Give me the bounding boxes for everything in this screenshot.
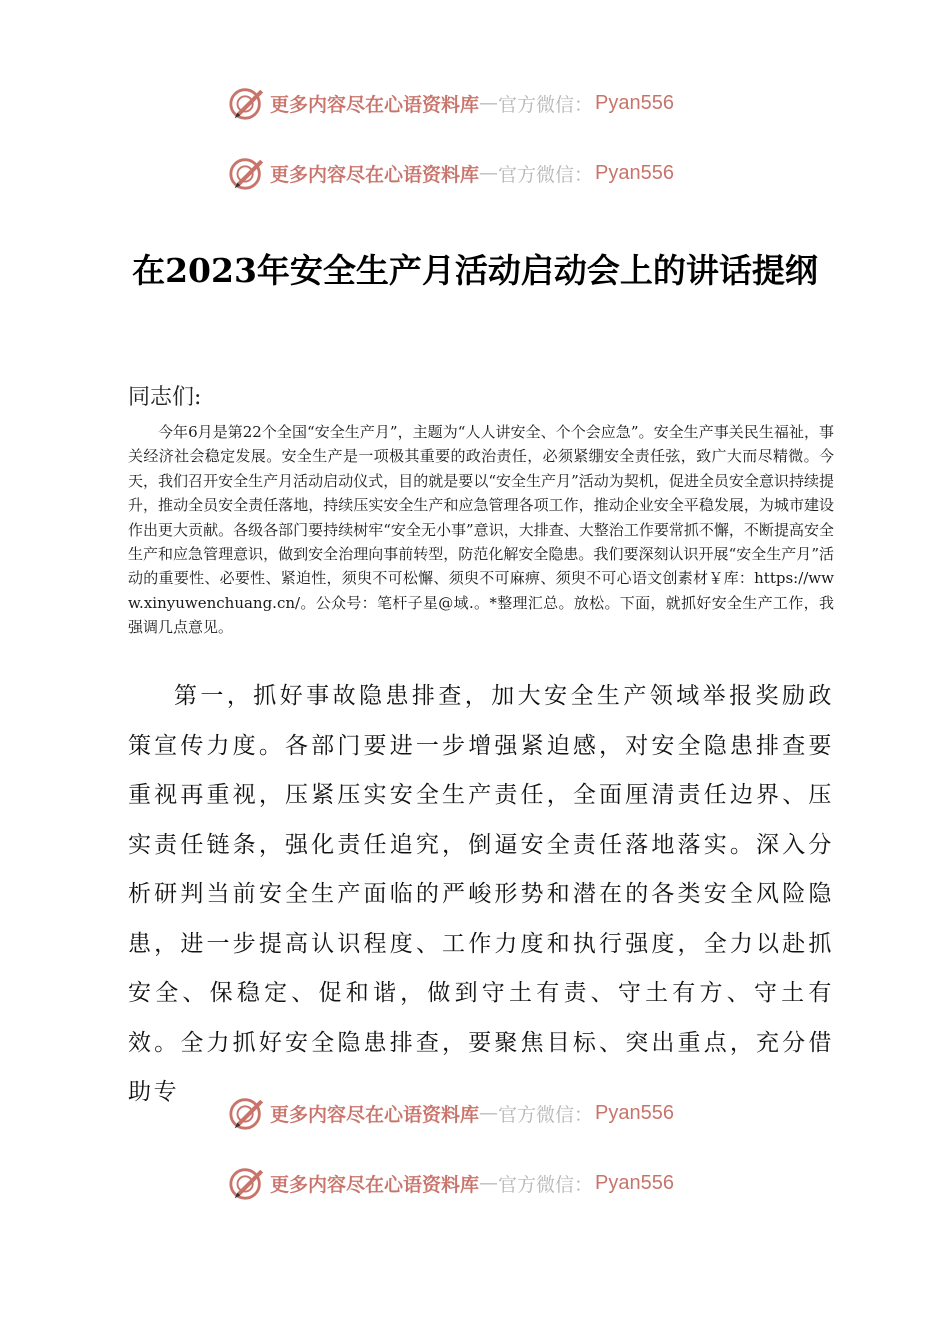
watermark-account: Pyan556 <box>595 1101 674 1124</box>
watermark-text: 更多内容尽在心语资料库 <box>270 93 480 116</box>
watermark-text: 更多内容尽在心语资料库 <box>270 1173 480 1196</box>
watermark-separator: — <box>479 1102 499 1124</box>
document-title: 在2023年安全生产月活动启动会上的讲话提纲 <box>132 251 818 290</box>
watermark-banner-top-1 <box>228 83 674 123</box>
watermark-label: 官方微信： <box>498 163 594 186</box>
pen-logo-icon <box>228 154 266 192</box>
watermark-separator: — <box>479 162 499 184</box>
watermark-text: 更多内容尽在心语资料库 <box>270 163 480 186</box>
watermark-text: 更多内容尽在心语资料库 <box>270 1103 480 1126</box>
intro-paragraph: 今年6月是第22个全国“安全生产月”，主题为“人人讲安全、个个会应急”。安全生产事关民生福祉，事关经济社会稳定发展。安全生产是一项极其重要的政治责任，必须紧绷安全责任弦，致广大而尽精微。今天，我们召开安全生产月活动启动仪式，目的就是要以“安全生产月”活动为契机，促进全员安全意识持续提升，推动全员安全责任落地，持续压实安全生产和应急管理各项工作，推动企业安全平稳发展，为城市建设作出更大贡献。各级各部门要持续树牢“安全无小事”意识，大排查、大整治工作要常抓不懈，不断提高安全生产和应急管理意识，做到安全治理向事前转型，防范化解安全隐患。我们要深刻认识开展“安全生产月”活动的重要性、必要性、紧迫性，须臾不可松懈、须臾不可麻痹、须臾不可心语文创素材￥库：https://www.xinyuwenchuang.cn/。公众号：笔杆子星@域.。*整理汇总。放松。下面，就抓好安全生产工作，我强调几点意见。 <box>128 423 834 637</box>
watermark-separator: — <box>479 92 499 114</box>
watermark-banner-bottom-1 <box>228 1093 674 1133</box>
pen-logo-icon <box>228 1164 266 1202</box>
watermark-account: Pyan556 <box>595 91 674 114</box>
point-one-paragraph: 第一，抓好事故隐患排查，加大安全生产领域举报奖励政策宣传力度。各部门要进一步增强紧迫感，对安全隐患排查要重视再重视，压紧压实安全生产责任，全面厘清责任边界、压实责任链条，强化责任追究，倒逼安全责任落地落实。深入分析研判当前安全生产面临的严峻形势和潜在的各类安全风险隐患，进一步提高认识程度、工作力度和执行强度，全力以赴抓安全、保稳定、促和谐，做到守土有责、守土有方、守土有效。全力抓好安全隐患排查，要聚焦目标、突出重点，充分借助专 <box>128 683 834 1105</box>
watermark-label: 官方微信： <box>498 93 594 116</box>
salutation: 同志们: <box>128 385 202 410</box>
pen-logo-icon <box>228 84 266 122</box>
pen-logo-icon <box>228 1094 266 1132</box>
watermark-account: Pyan556 <box>595 1171 674 1194</box>
watermark-label: 官方微信： <box>498 1103 594 1126</box>
watermark-banner-top-2 <box>228 153 674 193</box>
watermark-label: 官方微信： <box>498 1173 594 1196</box>
watermark-banner-bottom-2 <box>228 1163 674 1203</box>
watermark-separator: — <box>479 1172 499 1194</box>
watermark-account: Pyan556 <box>595 161 674 184</box>
